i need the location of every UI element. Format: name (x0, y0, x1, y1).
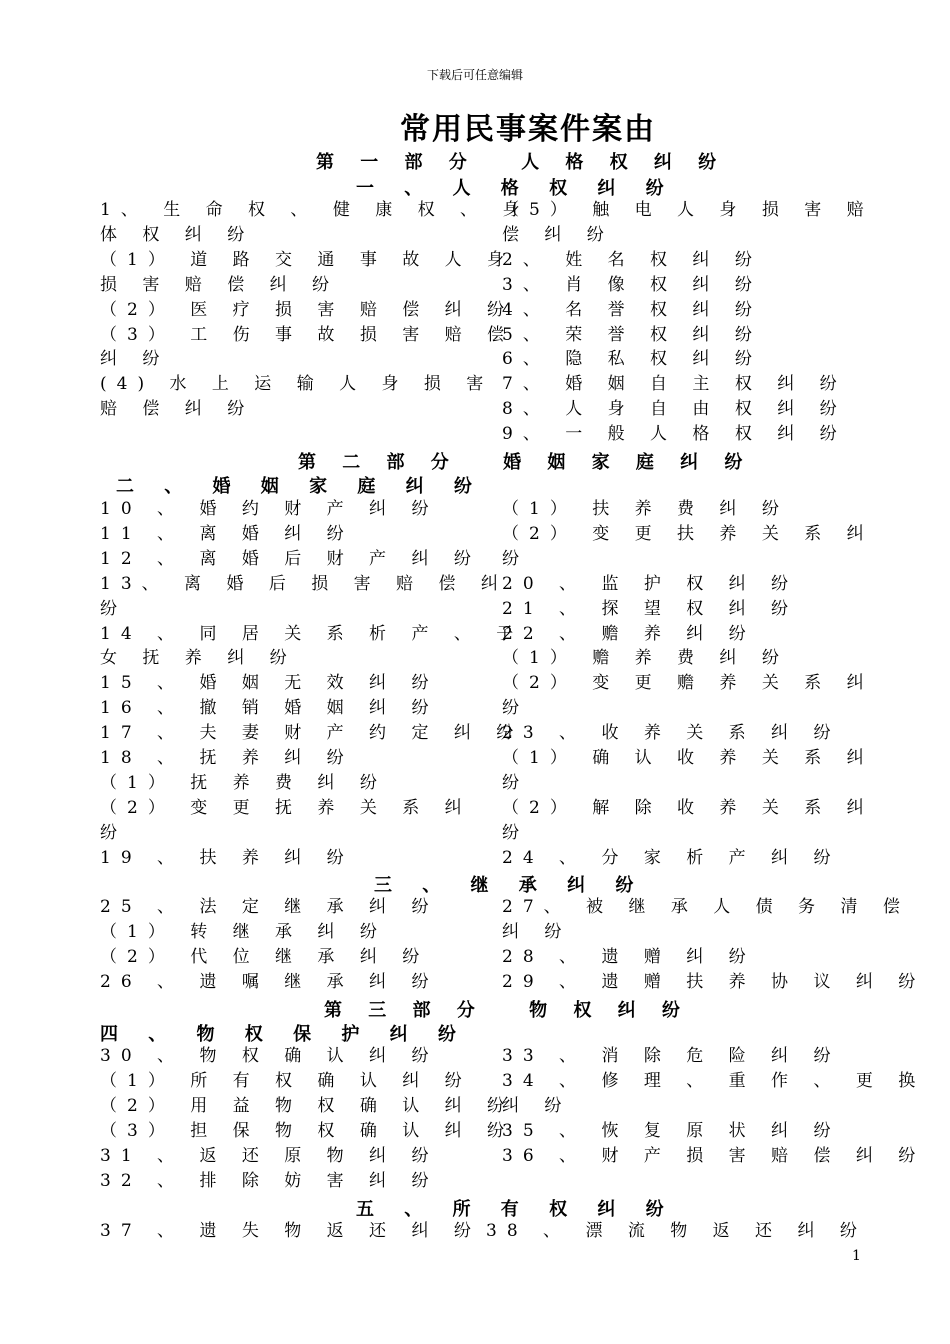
case-cause-line: 纷 (502, 772, 529, 793)
case-cause-line: 2、 姓 名 权 纠 纷 (502, 249, 762, 270)
case-cause-line: 33 、 消 除 危 险 纠 纷 (502, 1046, 841, 1066)
document-title: 常用民事案件案由 (400, 112, 656, 147)
case-cause-line: 体 权 纠 纷 (100, 224, 255, 245)
case-cause-line: 26 、 遗 嘱 继 承 纠 纷 (100, 971, 439, 992)
case-cause-line: 5、 荣 誉 权 纠 纷 (502, 324, 762, 345)
case-cause-line: （1） 转 继 承 纠 纷 (100, 921, 387, 942)
case-cause-line: 赔 偿 纠 纷 (100, 399, 255, 420)
case-cause-line: 24 、 分 家 析 产 纠 纷 (502, 847, 841, 868)
case-cause-line: 4、 名 誉 权 纠 纷 (502, 299, 762, 320)
case-cause-line: 30 、 物 权 确 认 纠 纷 (100, 1046, 439, 1066)
case-cause-line: （2） 解 除 收 养 关 系 纠 (502, 797, 874, 818)
case-cause-line: （1） 所 有 权 确 认 纠 纷 (100, 1070, 472, 1091)
case-cause-line: 29 、 遗 赠 扶 养 协 议 纠 纷 (502, 971, 926, 992)
case-cause-line: 37 、 遗 失 物 返 还 纠 纷 (100, 1221, 481, 1241)
case-cause-line: （2） 变 更 赡 养 关 系 纠 (502, 673, 874, 694)
section-heading-3: 三 、 继 承 纠 纷 (374, 875, 646, 896)
section-heading-4: 四 、 物 权 保 护 纠 纷 (100, 1024, 468, 1045)
case-cause-line: 7、 婚 姻 自 主 权 纠 纷 (502, 374, 847, 395)
case-cause-line: 18 、 抚 养 纠 纷 (100, 748, 354, 768)
case-cause-line: 14 、 同 居 关 系 析 产 、 子 (100, 623, 524, 644)
case-cause-line: （1） 赡 养 费 纠 纷 (502, 648, 789, 669)
case-cause-line: 19 、 扶 养 纠 纷 (100, 847, 354, 868)
case-cause-line: 8、 人 身 自 由 权 纠 纷 (502, 399, 847, 420)
case-cause-line: 纷 (502, 698, 529, 719)
header-note: 下载后可任意编辑 (426, 68, 523, 82)
case-cause-line: 偿 纠 纷 (502, 224, 614, 245)
case-cause-line: 17 、 夫 妻 财 产 约 定 纠 纷 (100, 723, 524, 744)
case-cause-line: 3、 肖 像 权 纠 纷 (502, 274, 762, 295)
case-cause-line: 纷 (502, 548, 529, 569)
case-cause-line: 15 、 婚 姻 无 效 纠 纷 (100, 673, 439, 694)
case-cause-line: 35 、 恢 复 原 状 纠 纷 (502, 1120, 841, 1141)
case-cause-line: （2） 用 益 物 权 确 认 纠 纷 (100, 1095, 515, 1116)
case-cause-line: 纷 (100, 822, 127, 843)
case-cause-line: 12 、 离 婚 后 财 产 纠 纷 (100, 548, 481, 569)
case-cause-line: 23 、 收 养 关 系 纠 纷 (502, 723, 841, 744)
case-cause-line: 9、 一 般 人 格 权 纠 纷 (502, 424, 847, 445)
case-cause-line: 31 、 返 还 原 物 纠 纷 (100, 1145, 439, 1166)
case-cause-line: （2） 变 更 扶 养 关 系 纠 (502, 523, 874, 544)
case-cause-line: 34 、 修 理 、 重 作 、 更 换 (502, 1070, 926, 1091)
page-number: 1 (852, 1248, 861, 1264)
case-cause-line: （1） 道 路 交 通 事 故 人 身 (100, 249, 515, 270)
case-cause-line: 22 、 赡 养 纠 纷 (502, 623, 756, 644)
case-cause-line: 1、 生 命 权 、 健 康 权 、 身 (100, 200, 530, 220)
case-cause-line: （1） 抚 养 费 纠 纷 (100, 772, 387, 793)
case-cause-line: 21 、 探 望 权 纠 纷 (502, 598, 799, 619)
case-cause-line: 6、 隐 私 权 纠 纷 (502, 349, 762, 370)
case-cause-line: 25 、 法 定 继 承 纠 纷 (100, 897, 439, 917)
part-heading-3: 第 三 部 分 物 权 纠 纷 (324, 1000, 690, 1021)
case-cause-line: 纠 纷 (100, 349, 170, 370)
part-heading-1: 第 一 部 分 人 格 权 纠 纷 (316, 152, 727, 173)
case-cause-line: (4) 水 上 运 输 人 身 损 害 (100, 374, 494, 395)
case-cause-line: 10 、 婚 约 财 产 纠 纷 (100, 499, 439, 519)
case-cause-line: 11 、 离 婚 纠 纷 (100, 523, 354, 544)
case-cause-line: 28 、 遗 赠 纠 纷 (502, 946, 756, 967)
case-cause-line: 16 、 撤 销 婚 姻 纠 纷 (100, 698, 439, 719)
case-cause-line: （2） 医 疗 损 害 赔 偿 纠 纷 (100, 299, 515, 320)
case-cause-line: （3） 担 保 物 权 确 认 纠 纷 (100, 1120, 515, 1141)
case-cause-line: （2） 代 位 继 承 纠 纷 (100, 946, 430, 967)
case-cause-line: 纠 纷 (502, 921, 572, 942)
case-cause-line: 13、 离 婚 后 损 害 赔 偿 纠 (100, 573, 508, 594)
case-cause-line: （2） 变 更 抚 养 关 系 纠 (100, 797, 472, 818)
case-cause-line: （1） 确 认 收 养 关 系 纠 (502, 748, 874, 768)
case-cause-line: 38 、 漂 流 物 返 还 纠 纷 (486, 1221, 867, 1241)
section-heading-1: 一 、 人 格 权 纠 纷 (356, 178, 676, 199)
case-cause-line: 纷 (100, 598, 127, 619)
case-cause-line: 27、 被 继 承 人 债 务 清 偿 (502, 897, 910, 917)
case-cause-line: （5） 触 电 人 身 损 害 赔 (502, 200, 874, 220)
case-cause-line: 纠 纷 (502, 1095, 572, 1116)
section-heading-2: 二 、 婚 姻 家 庭 纠 纷 (116, 476, 484, 497)
case-cause-line: 女 抚 养 纠 纷 (100, 648, 297, 669)
case-cause-line: 36 、 财 产 损 害 赔 偿 纠 纷 (502, 1145, 926, 1166)
case-cause-line: （3） 工 伤 事 故 损 害 赔 偿 (100, 324, 515, 345)
part-heading-2: 第 二 部 分 婚 姻 家 庭 纠 纷 (298, 452, 753, 473)
case-cause-line: 损 害 赔 偿 纠 纷 (100, 274, 340, 295)
case-cause-line: （1） 扶 养 费 纠 纷 (502, 499, 789, 519)
case-cause-line: 纷 (502, 822, 529, 843)
case-cause-line: 32 、 排 除 妨 害 纠 纷 (100, 1170, 439, 1191)
section-heading-5: 五 、 所 有 权 纠 纷 (356, 1199, 676, 1220)
case-cause-line: 20 、 监 护 权 纠 纷 (502, 573, 799, 594)
